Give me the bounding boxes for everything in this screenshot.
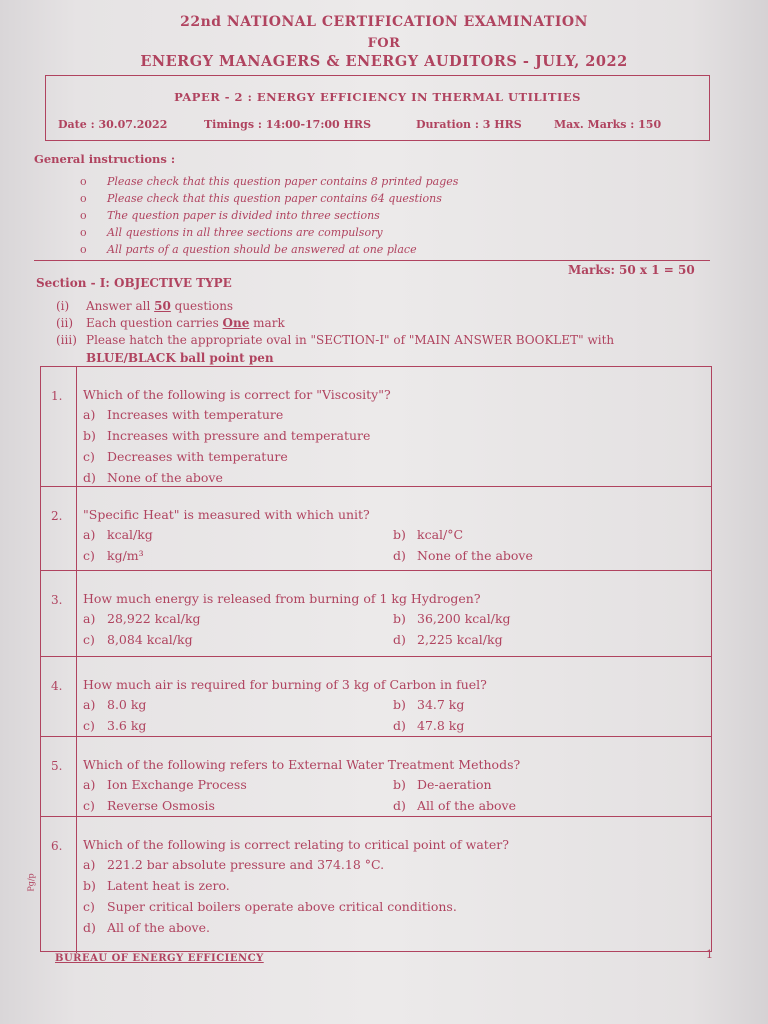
instruction-text-part: mark <box>249 316 285 330</box>
answer-option <box>393 611 511 626</box>
section-instruction-continued: BLUE/BLACK ball point pen <box>86 351 274 365</box>
question-row <box>41 487 711 571</box>
option-text: 47.8 kg <box>417 718 465 733</box>
instruction-text-part: Please hatch the appropriate oval in "SECTION-I" of "MAIN ANSWER BOOKLET" with <box>86 333 615 347</box>
instruction-text <box>86 299 233 313</box>
general-instruction-text: Please check that this question paper contains 64 questions <box>107 192 442 205</box>
option-text: Reverse Osmosis <box>107 798 215 813</box>
question-text: Which of the following refers to External Water Treatment Methods? <box>83 757 521 772</box>
exam-date: Date : 30.07.2022 <box>58 118 168 131</box>
option-letter: d) <box>83 920 96 935</box>
bullet-icon: o <box>80 209 87 222</box>
answer-option <box>83 548 144 563</box>
exam-title-for: FOR <box>367 36 401 51</box>
paper-title: PAPER - 2 : ENERGY EFFICIENCY IN THERMAL UTILITIES <box>174 90 581 104</box>
option-letter: a) <box>83 857 96 872</box>
answer-option <box>393 718 464 733</box>
exam-duration: Duration : 3 HRS <box>416 118 522 131</box>
max-marks: Max. Marks : 150 <box>554 118 662 131</box>
answer-option <box>83 718 146 733</box>
question-text: Which of the following is correct for "Viscosity"? <box>83 387 391 402</box>
question-row <box>41 657 711 737</box>
margin-mark: Pg/p <box>26 873 36 892</box>
answer-option <box>83 798 215 813</box>
answer-option <box>83 449 288 464</box>
option-text: None of the above <box>107 470 223 485</box>
option-text: All of the above. <box>107 920 210 935</box>
option-letter: d) <box>393 798 406 813</box>
option-letter: c) <box>83 798 95 813</box>
bullet-icon: o <box>80 192 87 205</box>
question-row <box>41 737 711 817</box>
instruction-number: (i) <box>56 299 70 313</box>
option-text: De-aeration <box>417 777 492 792</box>
question-text: How much air is required for burning of 3 kg of Carbon in fuel? <box>83 677 487 692</box>
general-instruction-text: The question paper is divided into three sections <box>107 209 380 222</box>
option-letter: c) <box>83 548 95 563</box>
answer-option <box>393 798 516 813</box>
exam-timings: Timings : 14:00-17:00 HRS <box>204 118 372 131</box>
option-text: Increases with temperature <box>107 407 284 422</box>
section-title: Section - I: OBJECTIVE TYPE <box>36 276 232 290</box>
general-instruction-text: Please check that this question paper contains 8 printed pages <box>107 175 459 188</box>
question-number: 2. <box>51 509 63 523</box>
answer-option <box>83 878 230 893</box>
option-letter: d) <box>393 718 406 733</box>
option-text: Decreases with temperature <box>107 449 288 464</box>
answer-option <box>83 470 223 485</box>
option-letter: a) <box>83 777 96 792</box>
question-row <box>41 367 711 487</box>
answer-option <box>393 632 503 647</box>
option-letter: c) <box>83 718 95 733</box>
questions-table <box>40 366 712 952</box>
option-letter: c) <box>83 899 95 914</box>
option-letter: c) <box>83 449 95 464</box>
question-row <box>41 571 711 657</box>
question-number: 4. <box>51 679 63 693</box>
option-letter: b) <box>393 777 406 792</box>
answer-option <box>83 527 153 542</box>
instruction-emphasis: 50 <box>154 299 171 313</box>
option-text: kcal/°C <box>417 527 464 542</box>
answer-option <box>393 527 463 542</box>
instruction-number: (ii) <box>56 316 74 330</box>
option-letter: a) <box>83 527 96 542</box>
answer-option <box>83 611 201 626</box>
option-text: All of the above <box>417 798 517 813</box>
page-number: 1 <box>706 948 713 961</box>
option-text: 8,084 kcal/kg <box>107 632 193 647</box>
option-text: kg/m³ <box>107 548 144 563</box>
option-text: 34.7 kg <box>417 697 465 712</box>
instruction-text <box>86 316 285 330</box>
option-text: None of the above <box>417 548 533 563</box>
question-row <box>41 817 711 953</box>
option-text: 28,922 kcal/kg <box>107 611 201 626</box>
answer-option <box>393 697 464 712</box>
general-instruction-text: All parts of a question should be answered at one place <box>107 243 417 256</box>
column-divider <box>76 737 77 816</box>
question-number: 3. <box>51 593 63 607</box>
instruction-text-part: Answer all <box>86 299 155 313</box>
paper-info-box <box>45 75 710 141</box>
option-text: 36,200 kcal/kg <box>417 611 511 626</box>
option-text: kcal/kg <box>107 527 153 542</box>
option-text: 8.0 kg <box>107 697 147 712</box>
question-number: 1. <box>51 389 63 403</box>
instruction-text-part: Each question carries <box>86 316 223 330</box>
option-text: Super critical boilers operate above critical conditions. <box>107 899 457 914</box>
answer-option <box>393 548 533 563</box>
option-letter: b) <box>83 878 96 893</box>
option-letter: c) <box>83 632 95 647</box>
exam-title: 22nd NATIONAL CERTIFICATION EXAMINATION <box>180 14 588 30</box>
column-divider <box>76 367 77 486</box>
option-text: Latent heat is zero. <box>107 878 230 893</box>
question-text: "Specific Heat" is measured with which unit? <box>83 507 370 522</box>
answer-option <box>393 777 492 792</box>
instruction-number: (iii) <box>56 333 77 347</box>
option-text: 221.2 bar absolute pressure and 374.18 °C. <box>107 857 385 872</box>
answer-option <box>83 632 193 647</box>
option-text: 2,225 kcal/kg <box>417 632 503 647</box>
option-letter: b) <box>393 611 406 626</box>
column-divider <box>76 817 77 953</box>
answer-option <box>83 857 384 872</box>
bullet-icon: o <box>80 175 87 188</box>
instruction-text-part: questions <box>170 299 234 313</box>
option-letter: d) <box>393 632 406 647</box>
option-letter: b) <box>393 697 406 712</box>
exam-subtitle: ENERGY MANAGERS & ENERGY AUDITORS - JULY, 2022 <box>140 53 628 70</box>
option-text: 3.6 kg <box>107 718 147 733</box>
section-marks: Marks: 50 x 1 = 50 <box>568 263 695 277</box>
answer-option <box>83 899 457 914</box>
option-letter: d) <box>83 470 96 485</box>
answer-option <box>83 428 370 443</box>
question-number: 5. <box>51 759 63 773</box>
option-letter: b) <box>83 428 96 443</box>
bullet-icon: o <box>80 243 87 256</box>
footer-organization: BUREAU OF ENERGY EFFICIENCY <box>55 953 264 964</box>
option-letter: d) <box>393 548 406 563</box>
option-letter: a) <box>83 407 96 422</box>
column-divider <box>76 487 77 570</box>
answer-option <box>83 697 146 712</box>
option-text: Increases with pressure and temperature <box>107 428 371 443</box>
question-text: Which of the following is correct relating to critical point of water? <box>83 837 509 852</box>
answer-option <box>83 777 247 792</box>
column-divider <box>76 571 77 656</box>
divider <box>34 260 710 261</box>
instruction-emphasis: One <box>222 316 250 330</box>
column-divider <box>76 657 77 736</box>
question-text: How much energy is released from burning of 1 kg Hydrogen? <box>83 591 481 606</box>
answer-option <box>83 407 283 422</box>
answer-option <box>83 920 210 935</box>
option-letter: a) <box>83 611 96 626</box>
question-number: 6. <box>51 839 63 853</box>
option-letter: a) <box>83 697 96 712</box>
option-text: Ion Exchange Process <box>107 777 247 792</box>
general-instruction-text: All questions in all three sections are compulsory <box>107 226 383 239</box>
option-letter: b) <box>393 527 406 542</box>
general-instructions-title: General instructions : <box>34 152 176 166</box>
bullet-icon: o <box>80 226 87 239</box>
instruction-text <box>86 333 614 347</box>
